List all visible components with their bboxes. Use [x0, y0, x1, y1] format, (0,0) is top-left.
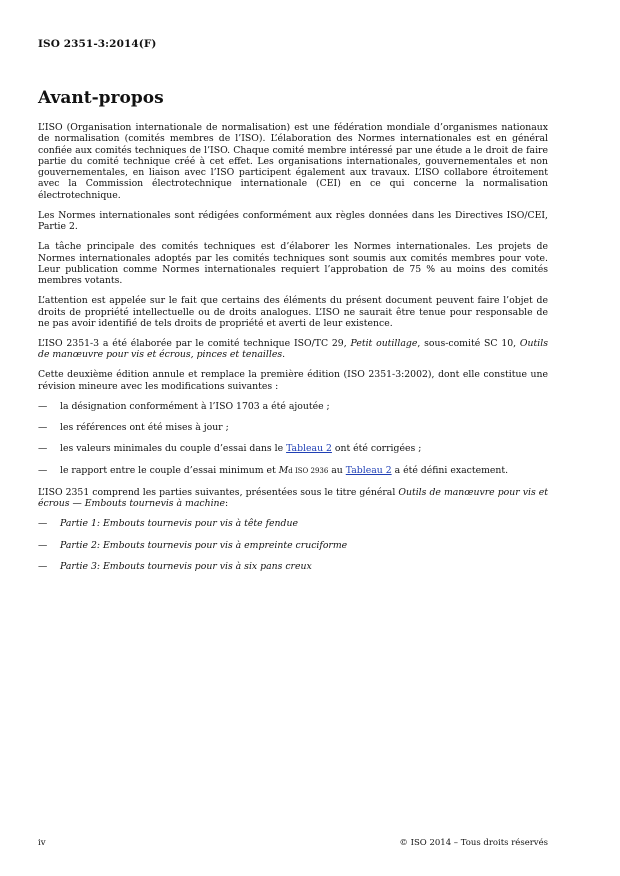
list-item	[38, 561, 548, 572]
paragraph-parts-intro	[38, 487, 548, 510]
paragraph-iso-intro: L’ISO (Organisation internationale de normalisation) est une fédération mondiale d’organismes nationaux de normalisation (comités membres de l’ISO). L’élaboration des Normes internationales est en général confiée aux comités techniques de l’ISO. Chaque comité membre intéressé par une étude a le droit de faire partie du comité technique créé à cet effet. Les organisations internationales, gouvernementales et non gouvernementales, en liaison avec l’ISO participent également aux travaux. L’ISO collabore étroitement avec la Commission électrotechnique internationale (CEI) en ce qui concerne la normalisation électrotechnique.	[38, 122, 548, 201]
list-item	[38, 540, 548, 551]
dash-marker: —	[38, 518, 48, 530]
list-item	[38, 443, 548, 454]
list-item	[38, 401, 548, 412]
page-title: Avant-propos	[38, 88, 164, 108]
paragraph-directives: Les Normes internationales sont rédigées conformément aux règles données dans les Directives ISO/CEI, Partie 2.	[38, 209, 548, 233]
list-item-text: ont été corrigées ;	[331, 443, 422, 455]
part-title: Partie 3: Embouts tournevis pour vis à six pans creux	[60, 560, 312, 572]
parts-list	[38, 518, 548, 572]
document-id: ISO 2351-3:2014(F)	[38, 38, 157, 50]
list-item	[38, 518, 548, 529]
general-title: Outils de manœuvre pour vis et écrous — Embouts tournevis à machine	[38, 486, 548, 510]
dash-marker: —	[38, 560, 48, 572]
parts-intro-text: L’ISO 2351 comprend les parties suivantes, présentées sous le titre général	[38, 486, 399, 498]
dash-marker: —	[38, 464, 48, 476]
part-title: Partie 2: Embouts tournevis pour vis à empreinte cruciforme	[60, 539, 348, 551]
subcommittee-title: Outils de manœuvre pour vis et écrous, pinces et tenailles	[38, 337, 548, 361]
list-item-text: les valeurs minimales du couple d’essai dans le	[60, 443, 287, 455]
parts-intro-text: :	[225, 498, 229, 510]
committee-text: , sous-comité SC 10,	[417, 337, 520, 349]
list-item-text: le rapport entre le couple d’essai minimum et	[60, 464, 279, 476]
page-number: iv	[38, 838, 46, 848]
tableau-2-link[interactable]: Tableau 2	[286, 443, 332, 455]
list-item-text: les références ont été mises à jour ;	[60, 422, 229, 434]
symbol-m: M	[278, 464, 289, 476]
paragraph-edition: Cette deuxième édition annule et remplace la première édition (ISO 2351-3:2002), dont elle constitue une révision mineure avec les modifications suivantes :	[38, 369, 548, 392]
changes-list	[38, 401, 548, 477]
committee-title: Petit outillage	[350, 337, 418, 349]
paragraph-main-task: La tâche principale des comités techniques est d’élaborer les Normes internationales. Les projets de Normes internationales adoptés par les comités techniques sont soumis aux comités membres pour vote. Leur publication comme Normes internationales requiert l’approbation de 75 % au moins des comités membres votants.	[38, 241, 548, 287]
dash-marker: —	[38, 422, 48, 434]
copyright-notice: © ISO 2014 – Tous droits réservés	[399, 838, 548, 848]
list-item-text: au	[328, 464, 346, 476]
symbol-subscript: d ISO 2936	[288, 466, 329, 475]
part-title: Partie 1: Embouts tournevis pour vis à tête fendue	[60, 518, 298, 530]
paragraph-committee	[38, 338, 548, 361]
paragraph-patent-rights: L’attention est appelée sur le fait que certains des éléments du présent document peuvent faire l’objet de droits de propriété intellectuelle ou de droits analogues. L’ISO ne saurait être tenue pour responsable de ne pas avoir identifié de tels droits de propriété et averti de leur existence.	[38, 295, 548, 329]
dash-marker: —	[38, 539, 48, 551]
committee-text: .	[282, 349, 286, 361]
tableau-2-link[interactable]: Tableau 2	[345, 464, 392, 476]
list-item-text: a été défini exactement.	[391, 464, 509, 476]
committee-text: L’ISO 2351-3 a été élaborée par le comité technique ISO/TC 29,	[38, 337, 351, 349]
dash-marker: —	[38, 443, 48, 455]
list-item-text: la désignation conformément à l’ISO 1703 a été ajoutée ;	[60, 400, 330, 412]
list-item	[38, 422, 548, 433]
dash-marker: —	[38, 400, 48, 412]
foreword-body	[38, 122, 548, 582]
list-item	[38, 465, 548, 477]
